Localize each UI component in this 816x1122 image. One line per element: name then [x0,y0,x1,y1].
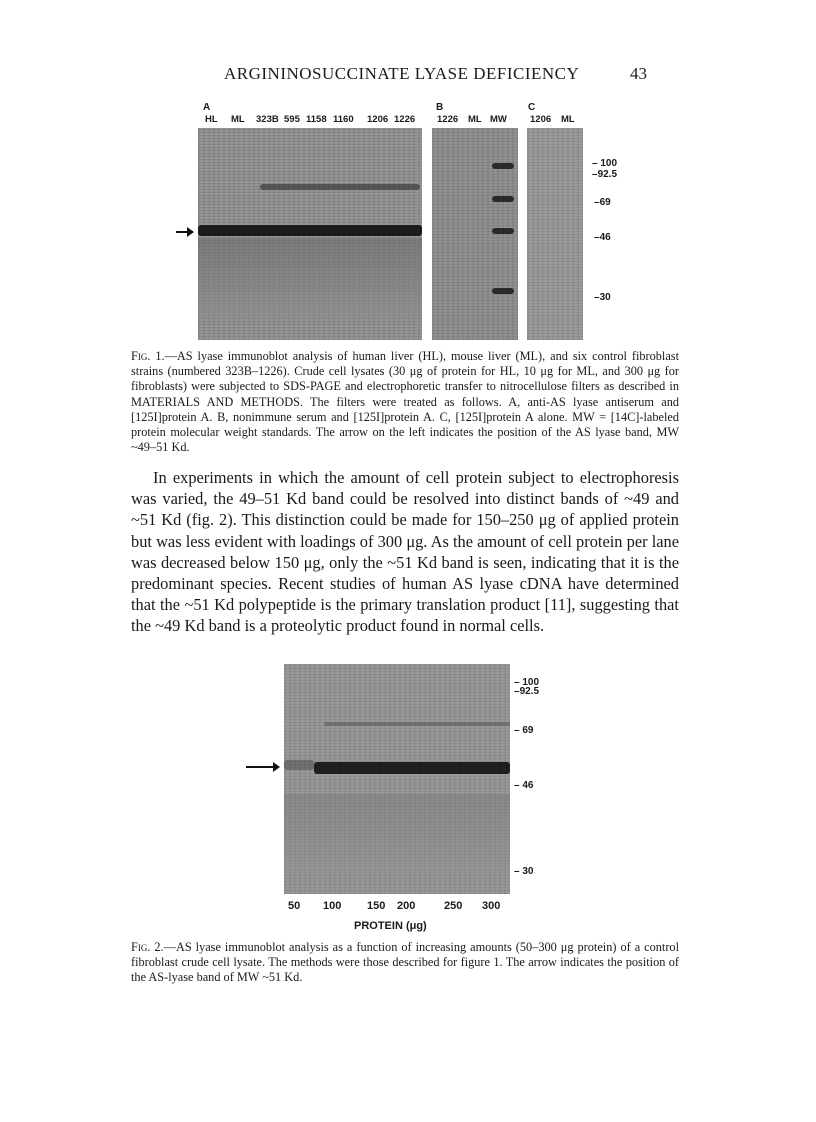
arrow-icon [176,231,188,233]
panel-letter-b: B [436,102,444,113]
x-tick-label: 150 [367,900,386,912]
mw-marker: – 100 [592,158,618,169]
mw-marker: – 46 [514,780,534,791]
figure-2-caption [131,940,679,986]
mw-marker: –69 [594,197,611,208]
mw-marker: –30 [594,292,611,303]
figure-1-caption [131,349,679,455]
x-tick-label: 250 [444,900,463,912]
arrow-icon [246,766,274,768]
caption-lead: Fig. 1. [131,349,165,363]
caption-text: —AS lyase immunoblot analysis as a function of increasing amounts (50–300 μg protein) of a control fibroblast crude cell lysate. The methods were those described for figure 1. The arrow indicates the position of the AS-lyase band of MW ~51 Kd. [131,940,679,985]
caption-lead: Fig. 2. [131,940,164,954]
x-tick-label: 300 [482,900,501,912]
blot-panel-c [527,128,583,340]
panel-letter-a: A [203,102,211,113]
lane-label: 1206 [367,114,389,125]
lane-label: 1158 [306,114,327,125]
x-tick-label: 200 [397,900,416,912]
panel-letter-c: C [528,102,536,113]
x-tick-label: 100 [323,900,342,912]
mw-marker: –92.5 [514,686,540,697]
mw-marker: –46 [594,232,611,243]
x-tick-label: 50 [288,900,301,912]
lane-label: ML [561,114,575,125]
lane-label: 1206 [530,114,552,125]
blot-panel-b [432,128,518,340]
mw-marker: –92.5 [592,169,618,180]
mw-marker: – 100 [514,677,540,688]
lane-label: 1226 [437,114,459,125]
lane-label: ML [468,114,482,125]
lane-label: 1226 [394,114,416,125]
figure-2-blot [284,664,510,894]
body-paragraph: In experiments in which the amount of cell protein subject to electrophoresis was varied, the 49–51 Kd band could be resolved into distinct bands of ~49 and ~51 Kd (fig. 2). This distinction could be made for 150–250 μg of applied protein but was less evident with loadings of 300 μg. As the amount of cell protein per lane was decreased below 150 μg, only the ~51 Kd band is seen, indicating that it is the predominant species. Recent studies of human AS lyase cDNA have determined that the ~51 Kd polypeptide is the primary translation product [11], suggesting that the ~49 Kd band is a proteolytic product found in normal cells. [131,468,679,636]
page-number: 43 [630,64,647,83]
caption-text: —AS lyase immunoblot analysis of human liver (HL), mouse liver (ML), and six control fibroblast strains (numbered 323B–1226). Crude cell lysates (30 μg of protein for HL, 10 μg for ML, and 300 μg for fibroblasts) were subjected to SDS-PAGE and electrophoretic transfer to nitrocellulose filters as described in MATERIALS AND METHODS. The filters were treated as follows. A, anti-AS lyase antiserum and [125I]protein A. B, nonimmune serum and [125I]protein A. C, [125I]protein A alone. MW = [14C]-labeled protein molecular weight standards. The arrow on the left indicates the position of the AS lyase band, MW ~49–51 Kd. [131,349,679,455]
lane-label: MW [490,114,507,125]
lane-label: ML [231,114,245,125]
lane-label: HL [205,114,218,125]
mw-marker: – 69 [514,725,534,736]
mw-marker: – 30 [514,866,534,877]
lane-label: 1160 [333,114,354,125]
x-axis-label: PROTEIN (μg) [354,920,427,932]
lane-label: 595 [284,114,300,125]
lane-label: 323B [256,114,279,125]
blot-panel-a [198,128,422,340]
running-title: ARGININOSUCCINATE LYASE DEFICIENCY [224,64,580,83]
